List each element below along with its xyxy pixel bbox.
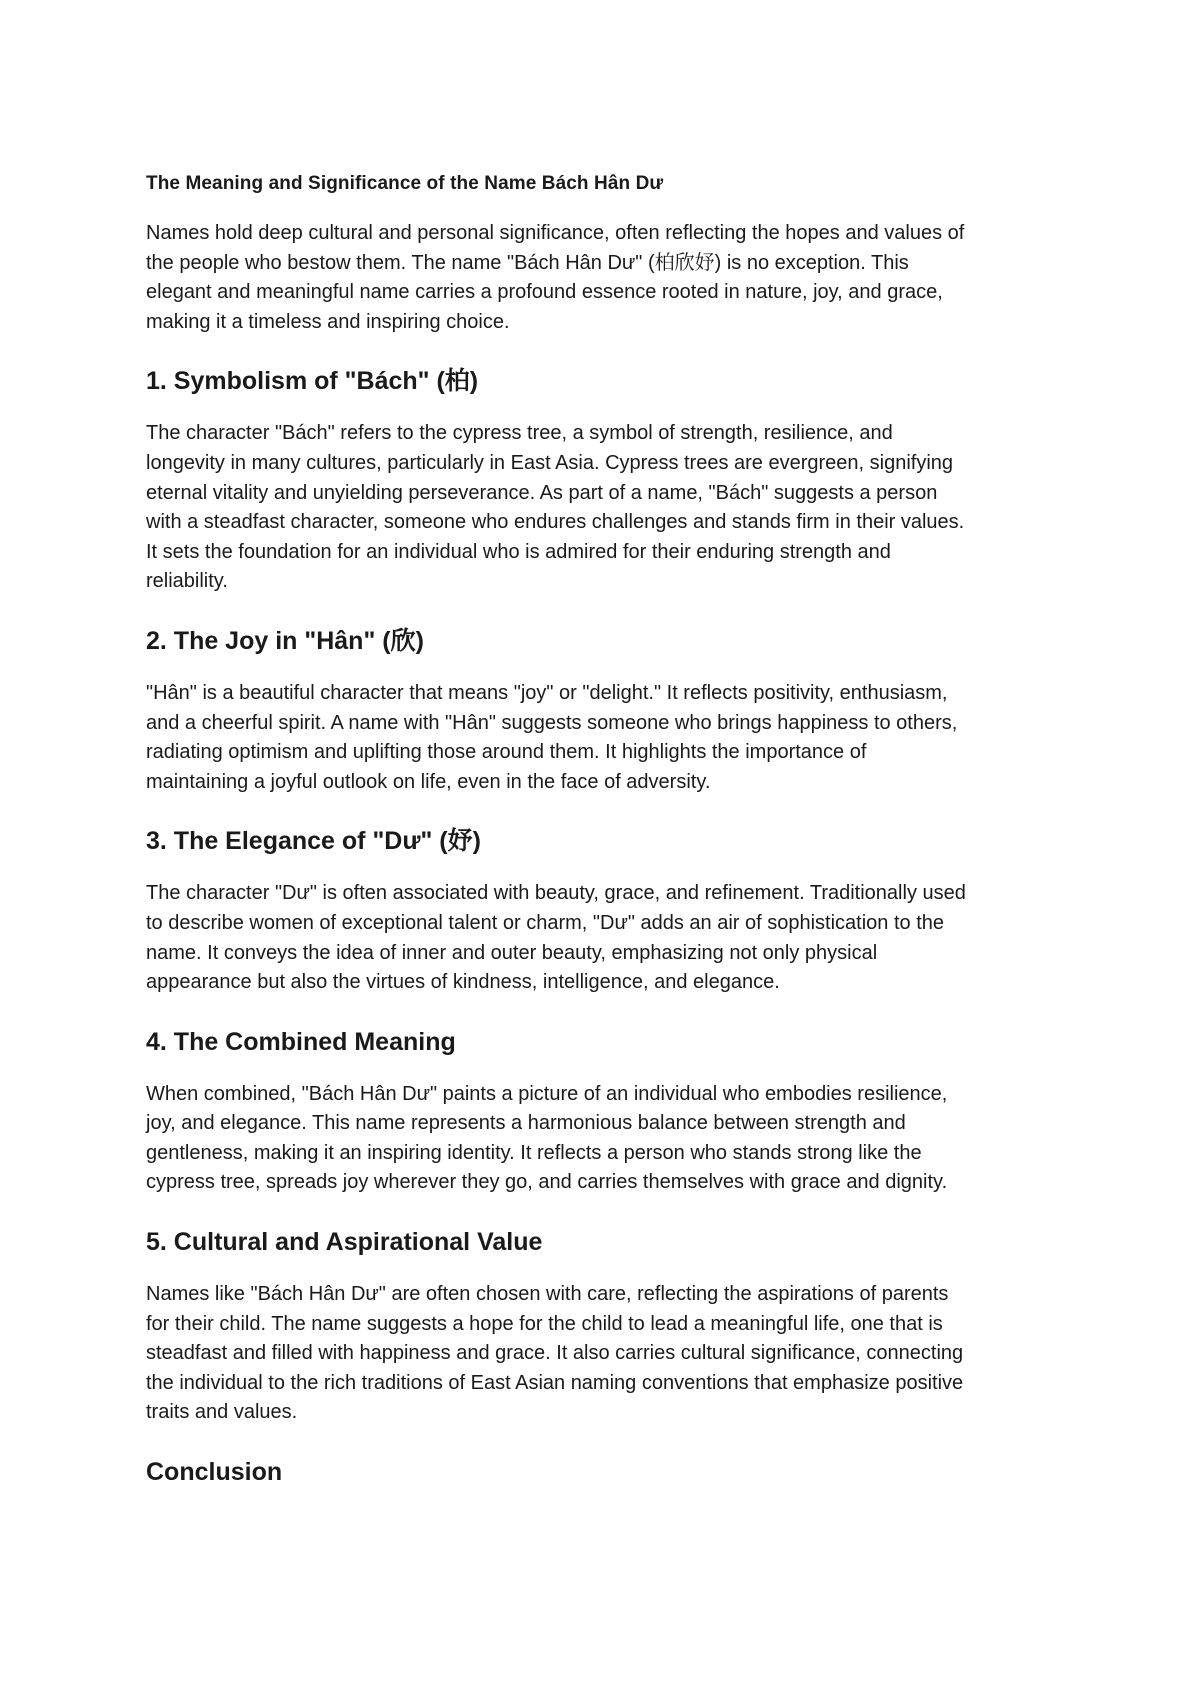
section-heading-bach: 1. Symbolism of "Bách" (柏)	[146, 367, 479, 396]
paragraph-line: cypress tree, spreads joy wherever they go, and carries themselves with grace and dignity.	[146, 1171, 948, 1194]
section-heading-han: 2. The Joy in "Hân" (欣)	[146, 626, 424, 655]
section-paragraph-combined	[146, 1080, 1066, 1198]
paragraph-line: the individual to the rich traditions of East Asian naming conventions that emphasize positive	[146, 1371, 964, 1394]
intro-line: Names hold deep cultural and personal significance, often reflecting the hopes and values of	[146, 222, 965, 244]
paragraph-line: "Hân" is a beautiful character that means "joy" or "delight." It reflects positivity, enthusiasm,	[146, 681, 948, 704]
intro-line: the people who bestow them. The name "Bách Hân Dư" (柏欣妤) is no exception. This	[146, 251, 909, 274]
paragraph-line: longevity in many cultures, particularly in East Asia. Cypress trees are evergreen, signifying	[146, 451, 954, 474]
conclusion-heading: Conclusion	[146, 1458, 283, 1487]
paragraph-line: It sets the foundation for an individual who is admired for their enduring strength and	[146, 540, 891, 563]
paragraph-line: Names like "Bách Hân Dư" are often chosen with care, reflecting the aspirations of parents	[146, 1283, 949, 1306]
section-paragraph-du	[146, 879, 1066, 997]
paragraph-line: appearance but also the virtues of kindness, intelligence, and elegance.	[146, 971, 780, 994]
section-heading-cultural: 5. Cultural and Aspirational Value	[146, 1228, 543, 1257]
paragraph-line: reliability.	[146, 570, 228, 593]
paragraph-line: and a cheerful spirit. A name with "Hân" suggests someone who brings happiness to others,	[146, 711, 958, 734]
section-heading-combined: 4. The Combined Meaning	[146, 1027, 456, 1056]
paragraph-line: The character "Dư" is often associated with beauty, grace, and refinement. Traditionally used	[146, 882, 966, 905]
paragraph-line: When combined, "Bách Hân Dư" paints a picture of an individual who embodies resilience,	[146, 1082, 948, 1105]
paragraph-line: with a steadfast character, someone who endures challenges and stands firm in their values.	[146, 511, 965, 534]
paragraph-line: traits and values.	[146, 1401, 298, 1424]
document-title: The Meaning and Significance of the Name Bách Hân Dư	[146, 173, 664, 194]
paragraph-line: eternal vitality and unyielding perseverance. As part of a name, "Bách" suggests a person	[146, 481, 938, 504]
paragraph-line: gentleness, making it an inspiring identity. It reflects a person who stands strong like the	[146, 1141, 922, 1164]
intro-line: elegant and meaningful name carries a profound essence rooted in nature, joy, and grace,	[146, 281, 943, 304]
paragraph-line: The character "Bách" refers to the cypress tree, a symbol of strength, resilience, and	[146, 422, 893, 445]
section-heading-du: 3. The Elegance of "Dư" (妤)	[146, 827, 481, 856]
intro-paragraph	[146, 219, 1066, 337]
section-paragraph-cultural	[146, 1280, 1066, 1428]
paragraph-line: maintaining a joyful outlook on life, even in the face of adversity.	[146, 770, 711, 793]
paragraph-line: name. It conveys the idea of inner and outer beauty, emphasizing not only physical	[146, 941, 878, 964]
section-paragraph-bach	[146, 419, 1066, 597]
paragraph-line: steadfast and filled with happiness and grace. It also carries cultural significance, connecting	[146, 1342, 964, 1365]
intro-line: making it a timeless and inspiring choice.	[146, 310, 510, 333]
paragraph-line: for their child. The name suggests a hope for the child to lead a meaningful life, one that is	[146, 1312, 943, 1335]
paragraph-line: joy, and elegance. This name represents a harmonious balance between strength and	[146, 1112, 906, 1135]
paragraph-line: radiating optimism and uplifting those around them. It highlights the importance of	[146, 741, 867, 764]
document-page	[146, 170, 1066, 1488]
paragraph-line: to describe women of exceptional talent or charm, "Dư" adds an air of sophistication to the	[146, 911, 945, 934]
section-paragraph-han	[146, 679, 1066, 797]
